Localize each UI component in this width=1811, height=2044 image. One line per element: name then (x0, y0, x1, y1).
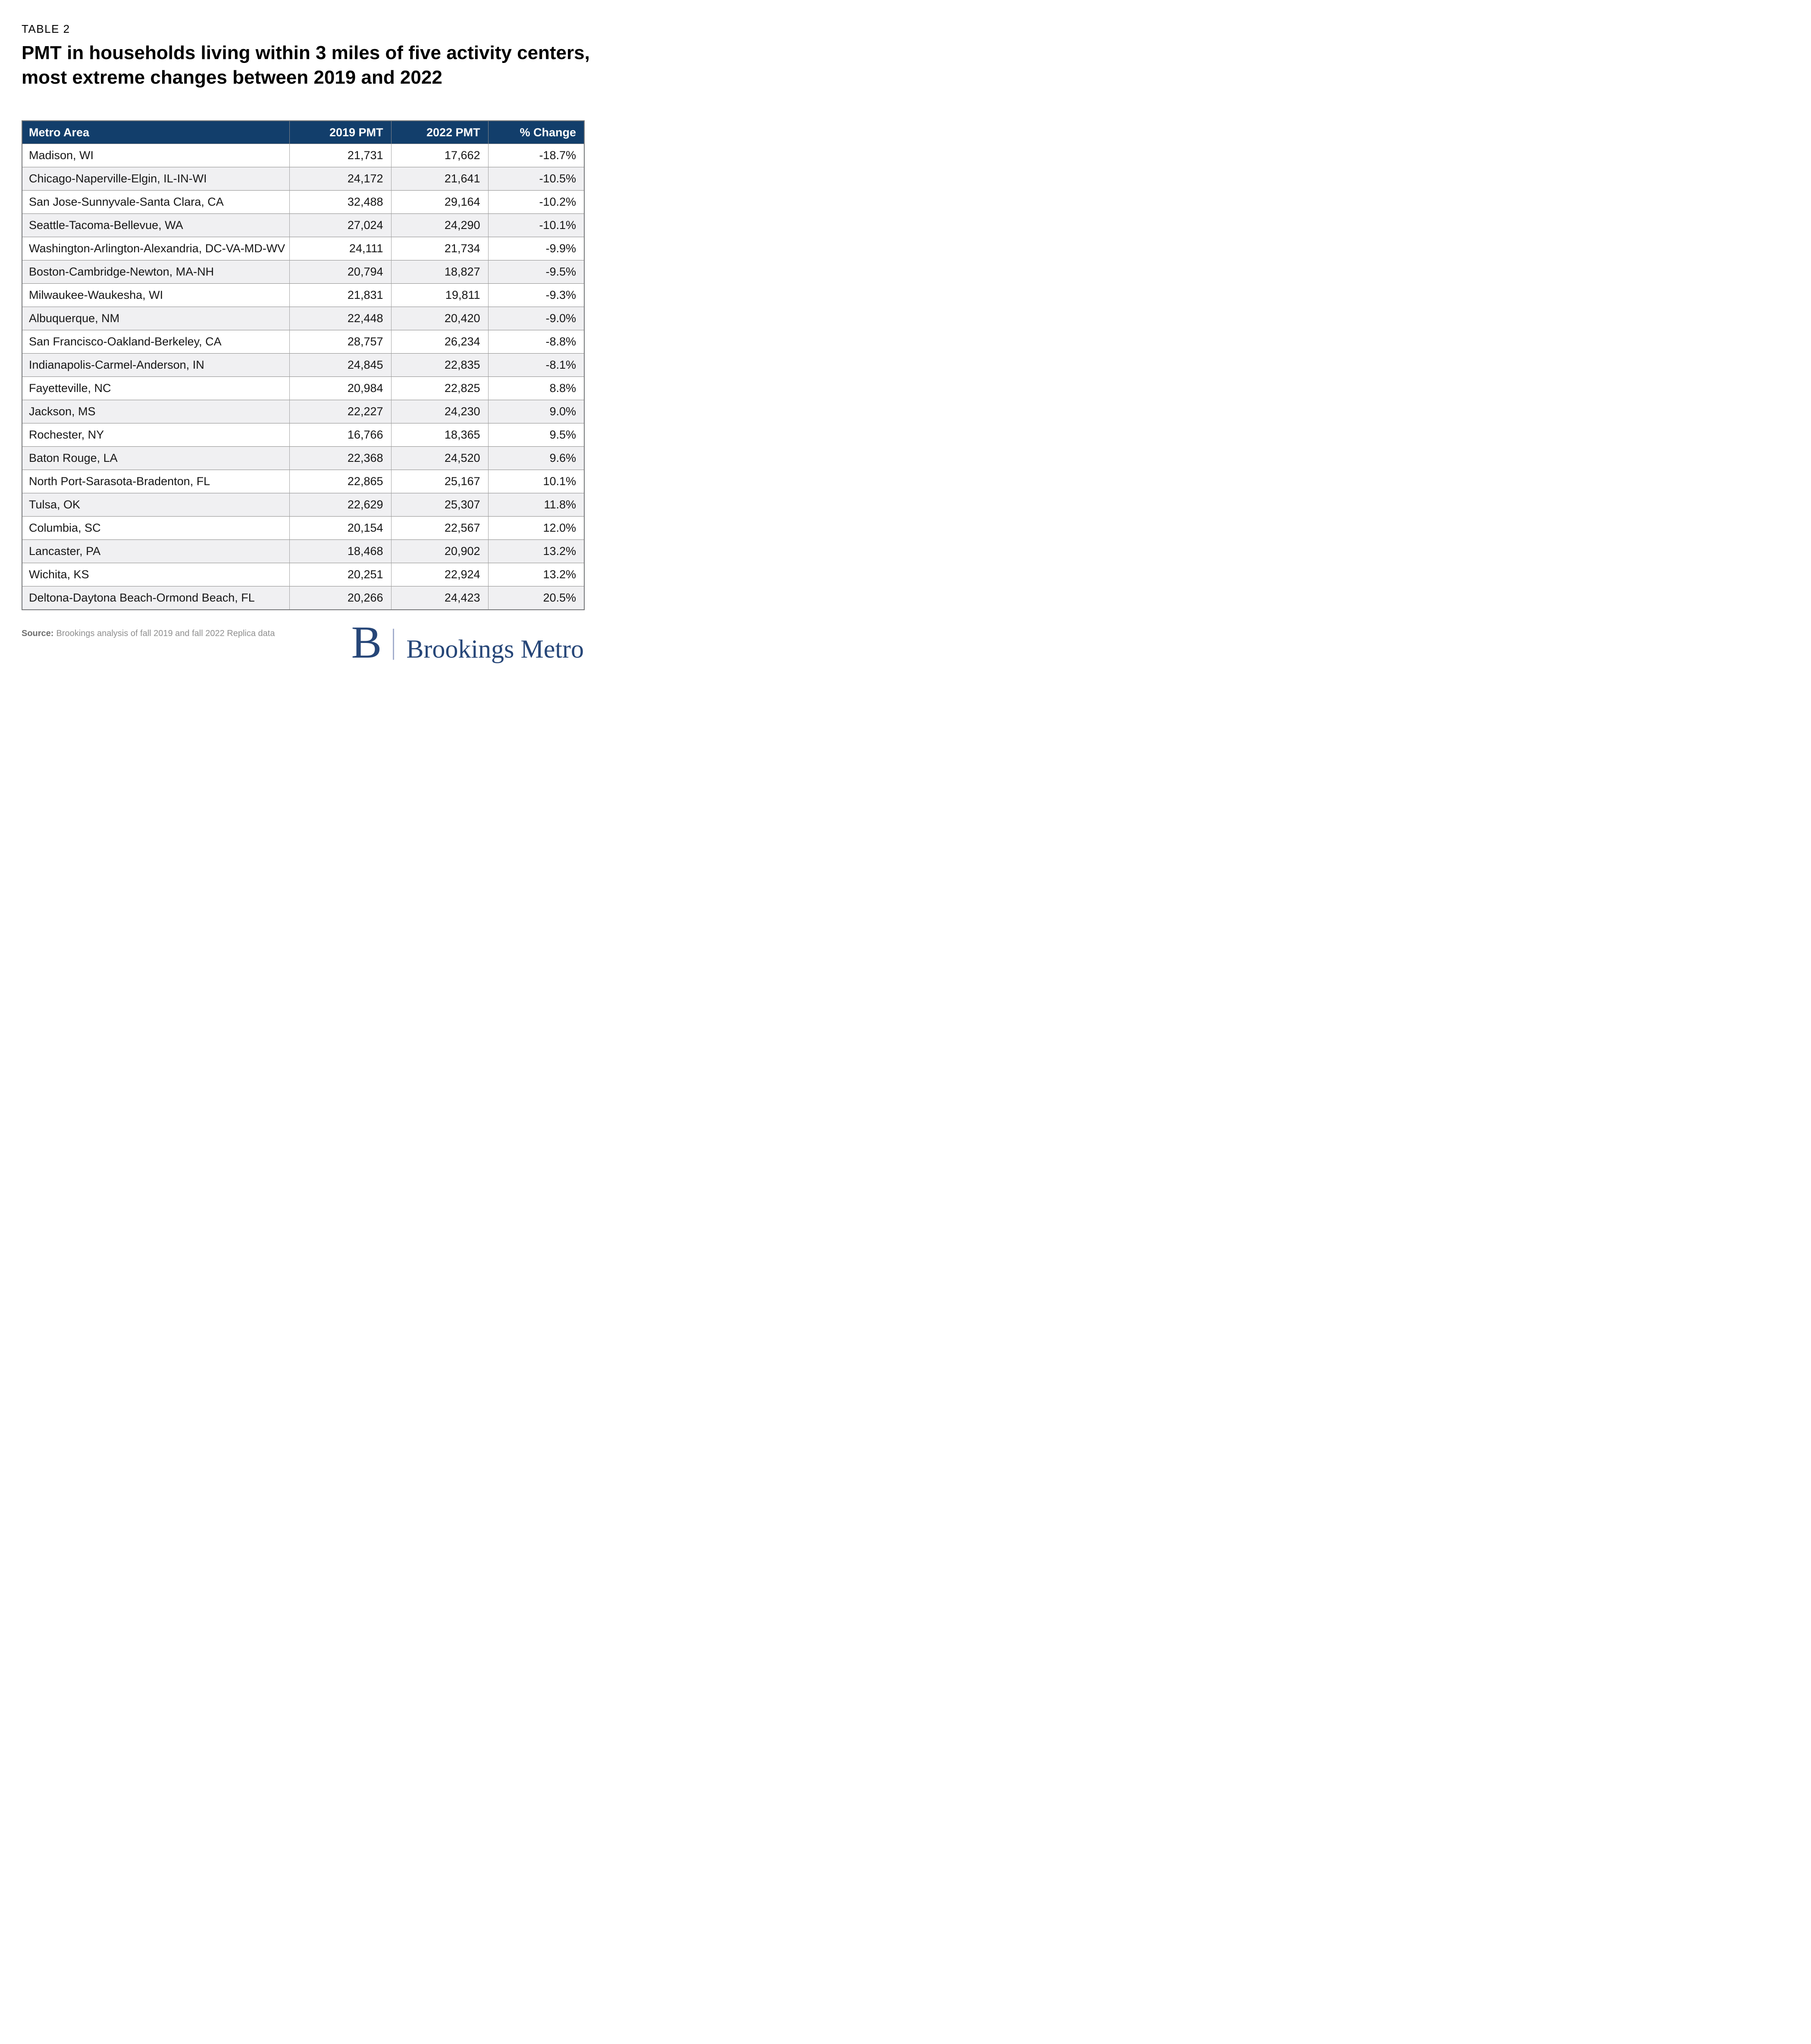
figure-title (22, 41, 595, 90)
cell-percent-change: 9.0% (488, 400, 584, 423)
cell-metro-area: Albuquerque, NM (22, 307, 289, 330)
cell-2022-pmt: 21,734 (391, 237, 488, 260)
cell-2022-pmt: 18,365 (391, 423, 488, 447)
column-header-2022-pmt: 2022 PMT (391, 121, 488, 144)
cell-metro-area: Baton Rouge, LA (22, 447, 289, 470)
cell-metro-area: Jackson, MS (22, 400, 289, 423)
cell-2019-pmt: 22,448 (289, 307, 391, 330)
logo-divider-line (393, 629, 394, 660)
table-row (22, 260, 584, 284)
source-text: Brookings analysis of fall 2019 and fall 2022 Replica data (56, 629, 275, 638)
cell-2022-pmt: 21,641 (391, 167, 488, 191)
column-header-2019-pmt: 2019 PMT (289, 121, 391, 144)
cell-metro-area: Wichita, KS (22, 563, 289, 586)
cell-metro-area: North Port-Sarasota-Bradenton, FL (22, 470, 289, 493)
table-label: TABLE 2 (22, 22, 70, 35)
cell-2019-pmt: 20,794 (289, 260, 391, 284)
cell-2019-pmt: 24,845 (289, 354, 391, 377)
cell-metro-area: Columbia, SC (22, 517, 289, 540)
table-row (22, 144, 584, 167)
figure-title-line1: PMT in households living within 3 miles of five activity centers, (22, 42, 590, 63)
table-row (22, 586, 584, 610)
cell-2019-pmt: 20,984 (289, 377, 391, 400)
cell-2019-pmt: 22,865 (289, 470, 391, 493)
cell-metro-area: Lancaster, PA (22, 540, 289, 563)
table-header (22, 121, 584, 144)
cell-2022-pmt: 22,835 (391, 354, 488, 377)
table-row (22, 447, 584, 470)
cell-metro-area: Milwaukee-Waukesha, WI (22, 284, 289, 307)
cell-percent-change: -8.8% (488, 330, 584, 354)
cell-percent-change: 9.5% (488, 423, 584, 447)
table-row (22, 493, 584, 517)
header-row (22, 121, 584, 144)
logo-wordmark: Brookings Metro (406, 635, 584, 663)
cell-metro-area: Chicago-Naperville-Elgin, IL-IN-WI (22, 167, 289, 191)
cell-2019-pmt: 24,172 (289, 167, 391, 191)
cell-2019-pmt: 24,111 (289, 237, 391, 260)
cell-percent-change: 8.8% (488, 377, 584, 400)
cell-percent-change: -18.7% (488, 144, 584, 167)
cell-2019-pmt: 20,154 (289, 517, 391, 540)
cell-metro-area: San Jose-Sunnyvale-Santa Clara, CA (22, 191, 289, 214)
cell-percent-change: -10.2% (488, 191, 584, 214)
table-row (22, 330, 584, 354)
brookings-b-logomark: B (351, 617, 382, 668)
cell-2019-pmt: 28,757 (289, 330, 391, 354)
cell-metro-area: Tulsa, OK (22, 493, 289, 517)
cell-2019-pmt: 16,766 (289, 423, 391, 447)
cell-2019-pmt: 21,831 (289, 284, 391, 307)
table-row (22, 237, 584, 260)
table-row (22, 563, 584, 586)
cell-metro-area: Seattle-Tacoma-Bellevue, WA (22, 214, 289, 237)
cell-2022-pmt: 26,234 (391, 330, 488, 354)
cell-percent-change: 13.2% (488, 563, 584, 586)
cell-2022-pmt: 22,924 (391, 563, 488, 586)
table-row (22, 377, 584, 400)
cell-2019-pmt: 18,468 (289, 540, 391, 563)
cell-metro-area: Fayetteville, NC (22, 377, 289, 400)
cell-2019-pmt: 20,251 (289, 563, 391, 586)
cell-2019-pmt: 22,368 (289, 447, 391, 470)
cell-percent-change: -10.1% (488, 214, 584, 237)
cell-2022-pmt: 19,811 (391, 284, 488, 307)
cell-metro-area: Rochester, NY (22, 423, 289, 447)
cell-metro-area: Deltona-Daytona Beach-Ormond Beach, FL (22, 586, 289, 610)
cell-percent-change: -9.5% (488, 260, 584, 284)
cell-percent-change: 11.8% (488, 493, 584, 517)
cell-2022-pmt: 17,662 (391, 144, 488, 167)
cell-2022-pmt: 20,902 (391, 540, 488, 563)
table-row (22, 400, 584, 423)
brookings-metro-logo (351, 617, 584, 668)
table-row (22, 214, 584, 237)
cell-2019-pmt: 27,024 (289, 214, 391, 237)
table-row (22, 517, 584, 540)
cell-2022-pmt: 22,825 (391, 377, 488, 400)
cell-percent-change: 20.5% (488, 586, 584, 610)
cell-percent-change: 13.2% (488, 540, 584, 563)
table-row (22, 284, 584, 307)
table-row (22, 423, 584, 447)
pmt-table (22, 120, 585, 610)
cell-2022-pmt: 24,520 (391, 447, 488, 470)
table-row (22, 191, 584, 214)
cell-percent-change: -9.3% (488, 284, 584, 307)
cell-2019-pmt: 32,488 (289, 191, 391, 214)
cell-percent-change: -8.1% (488, 354, 584, 377)
cell-percent-change: 12.0% (488, 517, 584, 540)
table-row (22, 354, 584, 377)
cell-metro-area: San Francisco-Oakland-Berkeley, CA (22, 330, 289, 354)
table-row (22, 167, 584, 191)
column-header-percent-change: % Change (488, 121, 584, 144)
cell-2022-pmt: 25,307 (391, 493, 488, 517)
cell-2022-pmt: 24,290 (391, 214, 488, 237)
source-note (22, 629, 275, 639)
column-header-metro-area: Metro Area (22, 121, 289, 144)
table-body (22, 144, 584, 610)
cell-2022-pmt: 20,420 (391, 307, 488, 330)
cell-percent-change: -9.0% (488, 307, 584, 330)
cell-percent-change: -10.5% (488, 167, 584, 191)
cell-metro-area: Washington-Arlington-Alexandria, DC-VA-MD-WV (22, 237, 289, 260)
cell-percent-change: 10.1% (488, 470, 584, 493)
figure-title-line2: most extreme changes between 2019 and 2022 (22, 67, 442, 88)
cell-2019-pmt: 20,266 (289, 586, 391, 610)
cell-percent-change: -9.9% (488, 237, 584, 260)
table-row (22, 307, 584, 330)
cell-2022-pmt: 18,827 (391, 260, 488, 284)
cell-metro-area: Madison, WI (22, 144, 289, 167)
cell-2022-pmt: 24,423 (391, 586, 488, 610)
cell-2022-pmt: 22,567 (391, 517, 488, 540)
source-label: Source: (22, 629, 54, 638)
cell-2019-pmt: 21,731 (289, 144, 391, 167)
table-row (22, 540, 584, 563)
cell-metro-area: Indianapolis-Carmel-Anderson, IN (22, 354, 289, 377)
cell-2019-pmt: 22,629 (289, 493, 391, 517)
cell-2019-pmt: 22,227 (289, 400, 391, 423)
cell-2022-pmt: 25,167 (391, 470, 488, 493)
cell-metro-area: Boston-Cambridge-Newton, MA-NH (22, 260, 289, 284)
table-row (22, 470, 584, 493)
cell-2022-pmt: 29,164 (391, 191, 488, 214)
cell-2022-pmt: 24,230 (391, 400, 488, 423)
cell-percent-change: 9.6% (488, 447, 584, 470)
